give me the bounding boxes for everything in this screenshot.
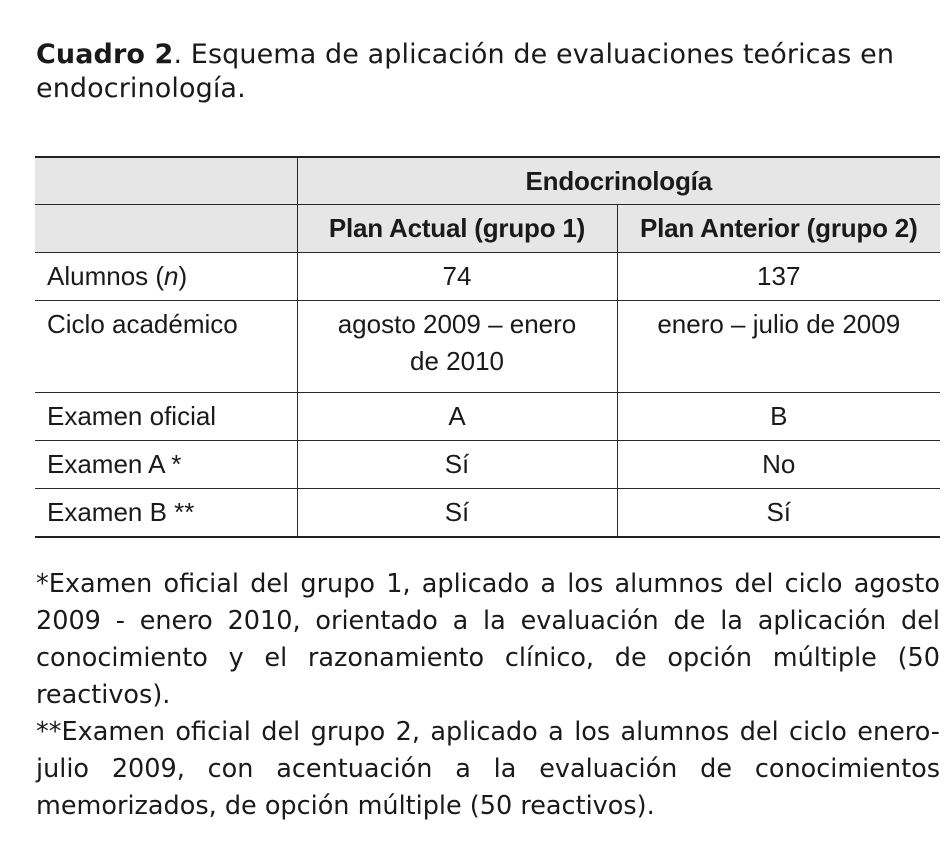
row-label: Ciclo académico [35,301,297,393]
table-row-examen-b [35,489,940,538]
row-label: Examen A * [35,441,297,489]
table-cell: Sí [297,489,617,538]
table-cell: 74 [297,253,617,301]
header-empty-cell [35,205,297,253]
column-header-plan-anterior: Plan Anterior (grupo 2) [617,205,940,253]
table-cell: enero – julio de 2009 [617,301,940,393]
table-caption [36,38,936,106]
caption-label: Cuadro 2 [36,39,174,70]
table-row-alumnos [35,253,940,301]
table-cell: Sí [617,489,940,538]
table-cell: No [617,441,940,489]
row-label: Examen oficial [35,393,297,441]
footnote-1: *Examen oficial del grupo 1, aplicado a los alumnos del ciclo agosto 2009 - enero 2010, orientado a la evaluación de la aplicación del conocimiento y el razonamiento clínico, de opción múltiple (50 reactivos). [36,569,940,710]
table-cell: Sí [297,441,617,489]
table-row-examen-oficial [35,393,940,441]
table-cell: A [297,393,617,441]
evaluation-table [35,156,940,538]
table-cell: B [617,393,940,441]
footnote-2: **Examen oficial del grupo 2, aplicado a los alumnos del ciclo enero-julio 2009, con acentuación a la evaluación de conocimientos memorizados, de opción múltiple (50 reactivos). [36,717,940,821]
table-row-ciclo [35,301,940,393]
table-header-row-group [35,157,940,205]
header-empty-cell [35,157,297,205]
column-header-plan-actual: Plan Actual (grupo 1) [297,205,617,253]
footnotes [36,566,940,825]
table-header-row-columns [35,205,940,253]
row-label: Examen B ** [35,489,297,538]
table-row-examen-a [35,441,940,489]
table-cell: 137 [617,253,940,301]
group-header: Endocrinología [297,157,940,205]
caption-text: . Esquema de aplicación de evaluaciones teóricas en endocrinología. [36,39,895,104]
table-cell: agosto 2009 – enero de 2010 [297,301,617,393]
row-label: Alumnos (n) [35,253,297,301]
